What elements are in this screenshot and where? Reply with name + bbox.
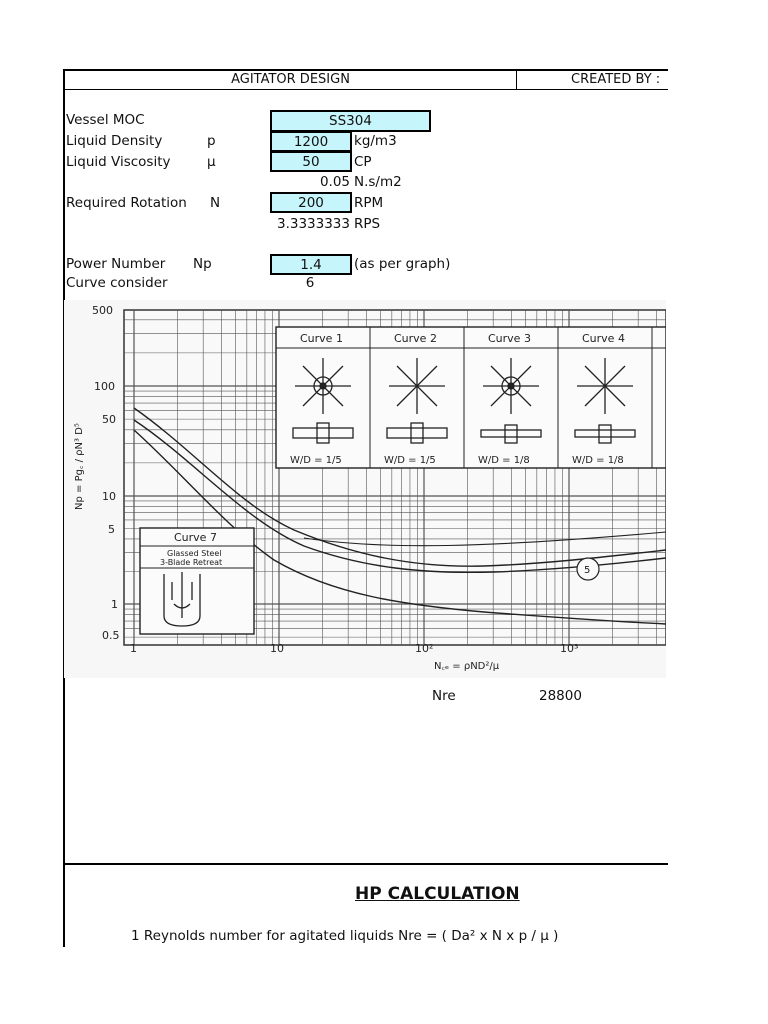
liquid-density-label: Liquid Density	[66, 133, 163, 149]
y-tick-10: 10	[102, 490, 116, 503]
hp-step-1: 1 Reynolds number for agitated liquids Nre = ( Da² x N x p / µ )	[131, 928, 559, 944]
curve-7-inset	[140, 528, 254, 634]
curve-1-title: Curve 1	[300, 332, 343, 345]
y-tick-1: 1	[111, 598, 118, 611]
impeller-panels	[276, 327, 666, 468]
curve-2-title: Curve 2	[394, 332, 437, 345]
power-number-symbol: Np	[193, 256, 212, 272]
vessel-moc-input[interactable]: SS304	[270, 110, 431, 132]
viscosity-converted-unit: N.s/m2	[354, 174, 402, 190]
vessel-moc-label: Vessel MOC	[66, 112, 145, 128]
y-tick-50: 50	[102, 413, 116, 426]
curve-1-ratio: W/D = 1/5	[290, 455, 342, 466]
power-number-graph	[64, 300, 666, 678]
liquid-density-input[interactable]: 1200	[270, 131, 352, 152]
created-by-label: CREATED BY :	[571, 72, 661, 87]
y-tick-100: 100	[94, 380, 115, 393]
liquid-density-symbol: p	[207, 133, 216, 149]
power-number-note: (as per graph)	[354, 256, 451, 272]
curve-4-ratio: W/D = 1/8	[572, 455, 624, 466]
required-rotation-input[interactable]: 200	[270, 192, 352, 213]
y-tick-500: 500	[92, 304, 113, 317]
curve-4-title: Curve 4	[582, 332, 625, 345]
x-tick-10: 10	[270, 642, 284, 655]
power-number-graph-svg	[64, 300, 666, 678]
liquid-viscosity-label: Liquid Viscosity	[66, 154, 171, 170]
curve-consider-value: 6	[305, 275, 315, 291]
curve-3-title: Curve 3	[488, 332, 531, 345]
inset-line-2: 3-Blade Retreat	[160, 558, 223, 567]
sheet-title: AGITATOR DESIGN	[231, 72, 350, 87]
viscosity-converted-value: 0.05	[319, 174, 350, 190]
curve-marker-label: 5	[584, 565, 591, 576]
power-number-input[interactable]: 1.4	[270, 254, 352, 275]
inset-line-1: Glassed Steel	[167, 549, 222, 558]
liquid-viscosity-symbol: µ	[207, 154, 216, 170]
nre-label: Nre	[432, 688, 456, 704]
rotation-converted-unit: RPS	[354, 216, 381, 232]
liquid-density-unit: kg/m3	[354, 133, 397, 149]
y-axis-label: Np = Pg꜀ / ρN³ D⁵	[74, 423, 85, 510]
curve-consider-label: Curve consider	[66, 275, 168, 291]
x-tick-1: 1	[130, 642, 137, 655]
hp-calculation-title: HP CALCULATION	[355, 884, 520, 904]
x-axis-label: N꜀ₑ = ρND²/μ	[434, 661, 500, 672]
x-tick-10-2: 10²	[415, 642, 434, 655]
required-rotation-label: Required Rotation	[66, 195, 187, 211]
liquid-viscosity-unit: CP	[354, 154, 372, 170]
x-tick-10-3: 10³	[560, 642, 579, 655]
curve-3-ratio: W/D = 1/8	[478, 455, 530, 466]
section-divider	[63, 863, 668, 865]
header-divider	[516, 70, 517, 90]
required-rotation-unit: RPM	[354, 195, 384, 211]
y-tick-0-5: 0.5	[102, 629, 120, 642]
y-tick-5: 5	[108, 523, 115, 536]
required-rotation-symbol: N	[210, 195, 221, 211]
curve-2-ratio: W/D = 1/5	[384, 455, 436, 466]
rotation-converted-value: 3.3333333	[276, 216, 350, 232]
liquid-viscosity-input[interactable]: 50	[270, 151, 352, 172]
power-number-label: Power Number	[66, 256, 166, 272]
inset-title: Curve 7	[174, 531, 217, 544]
nre-value: 28800	[539, 688, 582, 704]
